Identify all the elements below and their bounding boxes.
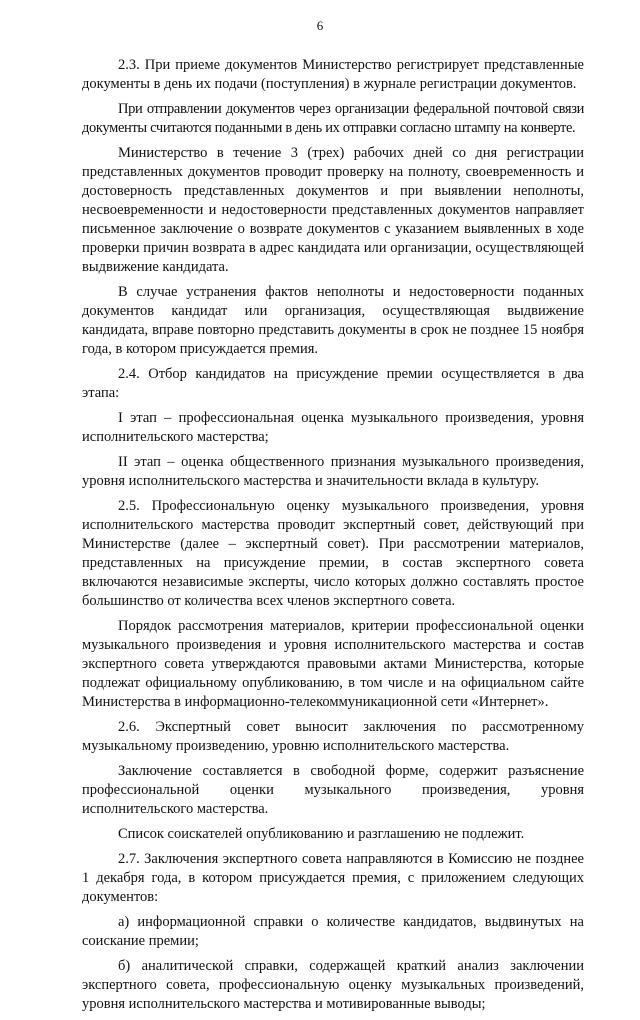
paragraph-conclusion-form: Заключение составляется в свободной форме, содержит разъяснение профессиональной оценки музыкального произведения, уровня исполнительского мастерства. bbox=[82, 763, 584, 817]
paragraph-stage-1: I этап – профессиональная оценка музыкального произведения, уровня исполнительского мастерства; bbox=[82, 410, 584, 445]
paragraph-2-4: 2.4. Отбор кандидатов на присуждение премии осуществляется в два этапа: bbox=[82, 366, 584, 401]
paragraph-2-6: 2.6. Экспертный совет выносит заключения по рассмотренному музыкальному произведению, уровню исполнительского мастерства. bbox=[82, 719, 584, 754]
paragraph-stage-2: II этап – оценка общественного признания музыкального произведения, уровня исполнительского мастерства и значительности вклада в культуру. bbox=[82, 454, 584, 489]
paragraph-postal-submission: При отправлении документов через организации федеральной почтовой связи документы считаются поданными в день их отправки согласно штампу на конверте. bbox=[82, 101, 584, 136]
paragraph-applicant-list: Список соискателей опубликованию и разглашению не подлежит. bbox=[118, 826, 525, 842]
document-body bbox=[82, 56, 584, 1020]
paragraph-review-procedure: Порядок рассмотрения материалов, критерии профессиональной оценки музыкального произведения и уровня исполнительского мастерства и состав экспертного совета утверждаются правовыми актами Министерства, которые подлежат официальному опубликованию, в том числе и на официальном сайте Министерства в информационно-телекоммуникационной сети «Интернет». bbox=[82, 618, 584, 710]
paragraph-2-5: 2.5. Профессиональную оценку музыкального произведения, уровня исполнительского мастерства проводит экспертный совет, действующий при Министерстве (далее – экспертный совет). При рассмотрении материалов, представленных на присуждение премии, в состав экспертного совета включаются независимые эксперты, число которых должно составлять простое большинство от количества всех членов экспертного совета. bbox=[82, 498, 584, 609]
paragraph-verification: Министерство в течение 3 (трех) рабочих дней со дня регистрации представленных документов проводит проверку на полноту, своевременность и достоверность представленных документов и при выявлении неполноты, несвоевременности и недостоверности представленных документов направляет письменное заключение о возврате документов с указанием выявленных в ходе проверки причин возврата в адрес кандидата или организации, осуществляющей выдвижение кандидата. bbox=[82, 145, 584, 275]
paragraph-item-a: а) информационной справки о количестве кандидатов, выдвинутых на соискание премии; bbox=[82, 914, 584, 949]
page-number: 6 bbox=[316, 18, 324, 33]
paragraph-resubmission: В случае устранения фактов неполноты и недостоверности поданных документов кандидат или организация, осуществляющая выдвижение кандидата, вправе повторно представить документы в срок не позднее 15 ноября года, в котором присуждается премия. bbox=[82, 284, 584, 357]
paragraph-2-7: 2.7. Заключения экспертного совета направляются в Комиссию не позднее 1 декабря года, в котором присуждается премия, с приложением следующих документов: bbox=[82, 851, 584, 905]
paragraph-2-3: 2.3. При приеме документов Министерство регистрирует представленные документы в день их подачи (поступления) в журнале регистрации документов. bbox=[82, 57, 584, 92]
paragraph-item-b: б) аналитической справки, содержащей краткий анализ заключении экспертного совета, профессиональную оценку музыкальных произведений, уровня исполнительского мастерства и мотивированные выводы; bbox=[82, 958, 584, 1012]
